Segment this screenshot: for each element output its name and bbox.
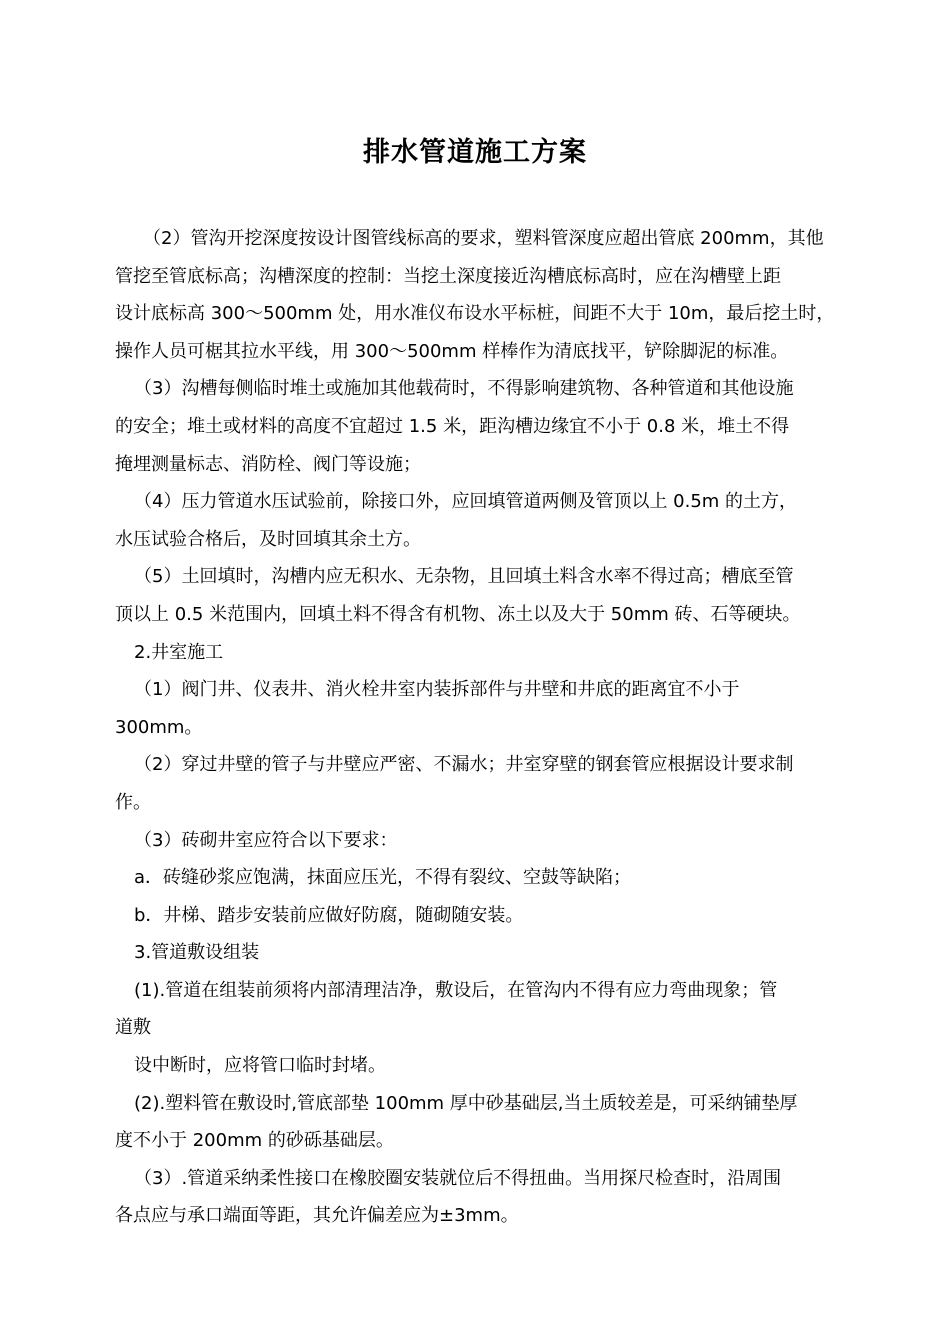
paragraph (115, 1085, 837, 1160)
text-line: 掩埋测量标志、消防栓、阀门等设施； (115, 453, 421, 475)
text-line: 作。 (115, 791, 151, 813)
text-line: 2.井室施工 (134, 641, 224, 663)
paragraph (115, 1160, 837, 1235)
text-line: 设计底标高 300～500mm 处，用水准仪布设水平标桩，间距不大于 10m，最后挖土时， (115, 303, 835, 325)
text-line: （3）.管道采纳柔性接口在橡胶圈安装就位后不得扭曲。当用探尺检查时，沿周围 (134, 1167, 782, 1189)
text-line: 道敷 (115, 1017, 151, 1039)
paragraph (115, 746, 837, 821)
text-line: 的安全；堆土或材料的高度不宜超过 1.5 米，距沟槽边缘宜不小于 0.8 米，堆土不得 (115, 415, 790, 437)
text-line: 操作人员可椐其拉水平线，用 300～500mm 样棒作为清底找平，铲除脚泥的标准。 (115, 340, 789, 362)
section-heading (115, 634, 837, 672)
text-line: （3）砖砌井室应符合以下要求： (134, 829, 398, 851)
text-line: 设中断时，应将管口临时封堵。 (134, 1055, 386, 1077)
text-line: 各点应与承口端面等距，其允许偏差应为±3mm。 (115, 1205, 519, 1227)
paragraph (115, 671, 837, 746)
section-heading (115, 934, 837, 972)
text-line: 顶以上 0.5 米范围内，回填土料不得含有机物、冻土以及大于 50mm 砖、石等硬块。 (115, 603, 801, 625)
paragraph (115, 859, 837, 897)
text-line: （4）压力管道水压试验前，除接口外，应回填管道两侧及管顶以上 0.5m 的土方， (134, 491, 798, 513)
paragraph (115, 558, 837, 633)
text-line: 水压试验合格后，及时回填其余土方。 (115, 528, 421, 550)
paragraph (115, 1047, 837, 1085)
paragraph (115, 897, 837, 935)
document-title: 排水管道施工方案 (363, 137, 587, 168)
document-body (115, 220, 837, 1235)
text-line: b．井梯、踏步安装前应做好防腐，随砌随安装。 (134, 904, 524, 926)
text-line: 3.管道敷设组装 (134, 942, 260, 964)
paragraph (115, 822, 837, 860)
paragraph (115, 370, 837, 483)
text-line: 度不小于 200mm 的砂砾基础层。 (115, 1130, 394, 1152)
text-line: （2）管沟开挖深度按设计图管线标高的要求，塑料管深度应超出管底 200mm，其他 (143, 228, 824, 249)
text-line: a．砖缝砂浆应饱满，抹面应压光，不得有裂纹、空鼓等缺陷； (134, 867, 632, 889)
text-line: （2）穿过井壁的管子与井壁应严密、不漏水；井室穿壁的钢套管应根据设计要求制 (134, 754, 794, 776)
text-line: （1）阀门井、仪表井、消火栓井室内装拆部件与井壁和井底的距离宜不小于 (134, 679, 740, 701)
paragraph (115, 483, 837, 558)
text-line: (1).管道在组装前须将内部清理洁净，敷设后，在管沟内不得有应力弯曲现象；管 (134, 979, 778, 1001)
text-line: （3）沟槽每侧临时堆土或施加其他载荷时，不得影响建筑物、各种管道和其他设施 (134, 378, 794, 400)
paragraph (115, 220, 837, 370)
paragraph (115, 972, 837, 1047)
text-line: 管挖至管底标高；沟槽深度的控制：当挖土深度接近沟槽底标高时，应在沟槽壁上距 (115, 265, 781, 287)
text-line: 300mm。 (115, 716, 203, 738)
text-line: （5）土回填时，沟槽内应无积水、无杂物，且回填土料含水率不得过高；槽底至管 (134, 566, 794, 588)
text-line: (2).塑料管在敷设时,管底部垫 100mm 厚中砂基础层,当土质较差是，可采纳铺垫厚 (134, 1092, 798, 1114)
